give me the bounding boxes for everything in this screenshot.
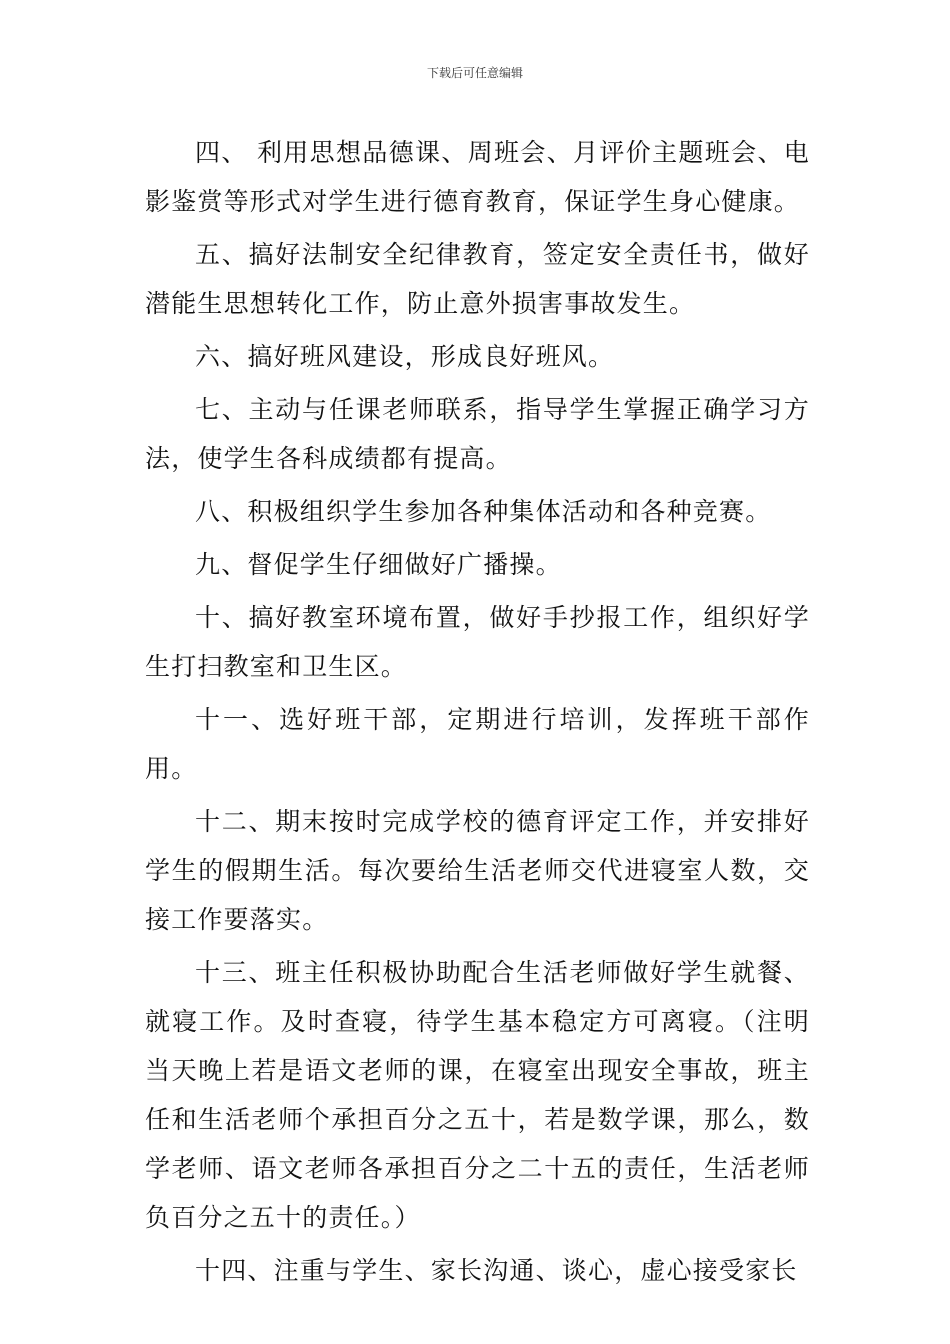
- paragraph-item-13: 十三、班主任积极协助配合生活老师做好学生就餐、就寝工作。及时查寝，待学生基本稳定方可离寝。（注明当天晚上若是语文老师的课，在寝室出现安全事故，班主任和生活老师个承担百分之五十，若是数学课，那么，数学老师、语文老师各承担百分之二十五的责任，生活老师负百分之五十的责任。）: [145, 958, 810, 1232]
- paragraph-item-7: 七、主动与任课老师联系，指导学生掌握正确学习方法，使学生各科成绩都有提高。: [145, 395, 810, 473]
- paragraph-item-6: 六、搞好班风建设，形成良好班风。: [195, 342, 615, 371]
- paragraph-item-9: 九、督促学生仔细做好广播操。: [195, 550, 562, 579]
- document-body: [145, 128, 810, 1299]
- paragraph-item-11: 十一、选好班干部，定期进行培训，发挥班干部作用。: [145, 705, 810, 783]
- paragraph-item-12: 十二、期末按时完成学校的德育评定工作，并安排好学生的假期生活。每次要给生活老师交代进寝室人数，交接工作要落实。: [145, 807, 810, 934]
- paragraph-item-4: 四、 利用思想品德课、周班会、月评价主题班会、电影鉴赏等形式对学生进行德育教育，保证学生身心健康。: [145, 138, 810, 216]
- paragraph-item-5: 五、搞好法制安全纪律教育，签定安全责任书，做好潜能生思想转化工作，防止意外损害事故发生。: [145, 240, 810, 318]
- page-header: 下载后可任意编辑: [426, 66, 523, 80]
- paragraph-item-10: 十、搞好教室环境布置，做好手抄报工作，组织好学生打扫教室和卫生区。: [145, 603, 810, 681]
- paragraph-item-8: 八、积极组织学生参加各种集体活动和各种竞赛。: [195, 497, 772, 526]
- paragraph-item-14: 十四、注重与学生、家长沟通、谈心，虚心接受家长: [195, 1256, 798, 1285]
